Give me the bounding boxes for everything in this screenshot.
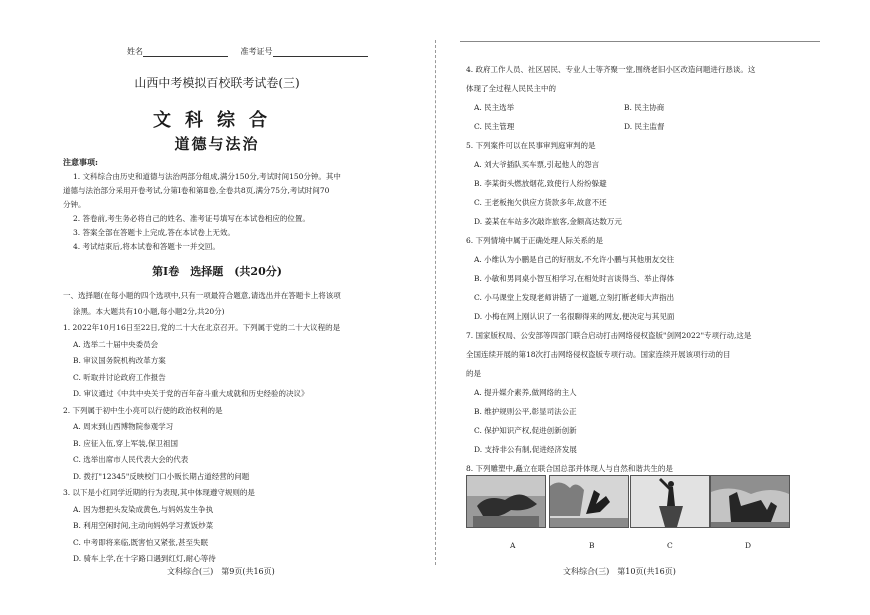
- right-page: [436, 0, 870, 615]
- question-option: B. 利用空闲时间,主动向妈妈学习煮饭炒菜: [73, 521, 214, 530]
- image-label-b: B: [589, 541, 595, 550]
- question-option: D. 民主监督: [624, 122, 665, 131]
- image-label-c: C: [667, 541, 673, 550]
- name-row: [127, 46, 368, 57]
- question-option: C. 王老板拖欠供应方货款多年,故意不还: [474, 198, 607, 207]
- question-option: D. 小梅在网上刚认识了一名很聊得来的网友,便决定与其见面: [474, 312, 675, 321]
- question-option: D. 姜某在车站多次敲诈旅客,金额高达数万元: [474, 217, 622, 226]
- section-intro: 涂黑。本大题共有10小题,每小题2分,共20分): [73, 307, 225, 316]
- question-option: A. 民主选举: [474, 103, 515, 112]
- notice-line: 3. 答案全部在答题卡上完成,答在本试卷上无效。: [73, 228, 235, 237]
- notice-line: 分钟。: [63, 200, 86, 209]
- sculpture-a-image: [466, 475, 546, 528]
- question-option: A. 刘大爷插队买车票,引起他人的怨言: [474, 160, 600, 169]
- section-title: 第Ⅰ卷 选择题 (共20分): [152, 265, 282, 278]
- notice-line: 道德与法治部分采用开卷考试,分第Ⅰ卷和第Ⅱ卷,全卷共8页,满分75分,考试时间70: [63, 186, 330, 195]
- exam-no-label: 准考证号: [240, 47, 273, 56]
- left-page: [0, 0, 434, 615]
- notice-line: 1. 文科综合由历史和道德与法治两部分组成,满分150分,考试时间150分钟。其中: [73, 172, 341, 181]
- question-stem: 4. 政府工作人员、社区居民、专业人士等齐聚一堂,围绕老旧小区改造问题进行恳谈。这: [466, 65, 756, 74]
- question-option: C. 保护知识产权,促进创新创新: [474, 426, 577, 435]
- question-option: B. 李某街头燃放烟花,致使行人纷纷躲避: [474, 179, 607, 188]
- question-option: A. 提升媒介素养,做网络的主人: [474, 388, 577, 397]
- question-stem: 3. 以下是小红同学近期的行为表现,其中体现遵守规则的是: [63, 488, 255, 497]
- notice-heading: 注意事项:: [63, 157, 98, 167]
- question-option: D. 审议通过《中共中央关于党的百年奋斗重大成就和历史经验的决议》: [73, 389, 309, 398]
- question-option: C. 听取并讨论政府工作报告: [73, 372, 166, 382]
- question-stem: 5. 下列案件可以在民事审判庭审判的是: [466, 141, 596, 150]
- sculpture-c-image: [630, 475, 710, 528]
- question-option: C. 小马课堂上发现老师讲错了一道题,立刻打断老师大声指出: [474, 293, 675, 302]
- footer-right: 文科综合(三) 第10页(共16页): [563, 567, 676, 576]
- question-stem: 2. 下列属于初中生小亮可以行使的政治权利的是: [63, 405, 223, 415]
- sculpture-b-image: [549, 475, 629, 528]
- question-option: D. 支持非公有制,促进经济发展: [474, 445, 577, 454]
- question-option: B. 小敏和男同桌小智互相学习,在相处时言谈得当、举止得体: [474, 274, 675, 283]
- question-option: A. 周末到山西博物院参观学习: [73, 422, 174, 431]
- sculpture-d-image: [710, 475, 790, 528]
- question-option: B. 应征入伍,穿上军装,保卫祖国: [73, 438, 179, 448]
- exam-title: 山西中考模拟百校联考试卷(三): [134, 76, 300, 90]
- question-stem: 1. 2022年10月16日至22日,党的二十大在北京召开。下列属于党的二十大议程的是: [63, 323, 341, 332]
- notice-line: 4. 考试结束后,将本试卷和答题卡一并交回。: [73, 242, 220, 251]
- question-option: A. 选举二十届中央委员会: [73, 339, 159, 349]
- image-label-d: D: [745, 541, 752, 550]
- question-option: C. 中考即将来临,既害怕又紧张,甚至失眠: [73, 537, 209, 547]
- subject-title: 文科综合: [153, 110, 281, 131]
- section-intro: 一、选择题(在每小题的四个选项中,只有一项最符合题意,请选出并在答题卡上将该项: [63, 291, 341, 300]
- question-option: C. 选举出席市人民代表大会的代表: [73, 455, 189, 464]
- name-label: 姓名: [127, 47, 143, 56]
- question-option: C. 民主管理: [474, 122, 515, 131]
- question-option: D. 骑车上学,在十字路口遇到红灯,耐心等待: [73, 554, 216, 563]
- question-option: A. 因为想把头发染成黄色,与妈妈发生争执: [73, 504, 214, 514]
- notice-line: 2. 答卷前,考生务必将自己的姓名、准考证号填写在本试卷相应的位置。: [73, 214, 310, 223]
- question-option: D. 拨打"12345"反映校门口小贩长期占道经营的问题: [73, 471, 250, 481]
- question-stem: 6. 下列情境中属于正确处理人际关系的是: [466, 236, 604, 245]
- question-stem: 8. 下列雕塑中,矗立在联合国总部并体现人与自然和谐共生的是: [466, 464, 673, 473]
- question-stem: 全国连续开展的第18次打击网络侵权盗版专项行动。国家连续开展该项行动的目: [466, 350, 731, 359]
- question-option: B. 审议国务院机构改革方案: [73, 356, 166, 365]
- question-stem: 7. 国家版权局、公安部等四部门联合启动打击网络侵权盗版"剑网2022"专项行动,这是: [466, 331, 752, 340]
- question-option: B. 民主协商: [624, 103, 665, 112]
- question-stem: 的是: [466, 369, 481, 378]
- question-stem: 体现了全过程人民民主中的: [466, 84, 556, 93]
- footer-left: 文科综合(三) 第9页(共16页): [167, 567, 275, 576]
- image-label-a: A: [510, 541, 516, 550]
- question-option: A. 小维认为小鹏是自己的好朋友,不允许小鹏与其他朋友交往: [474, 255, 675, 264]
- question-option: B. 维护规则公平,彰显司法公正: [474, 407, 577, 416]
- subsubject-title: 道德与法治: [174, 135, 260, 153]
